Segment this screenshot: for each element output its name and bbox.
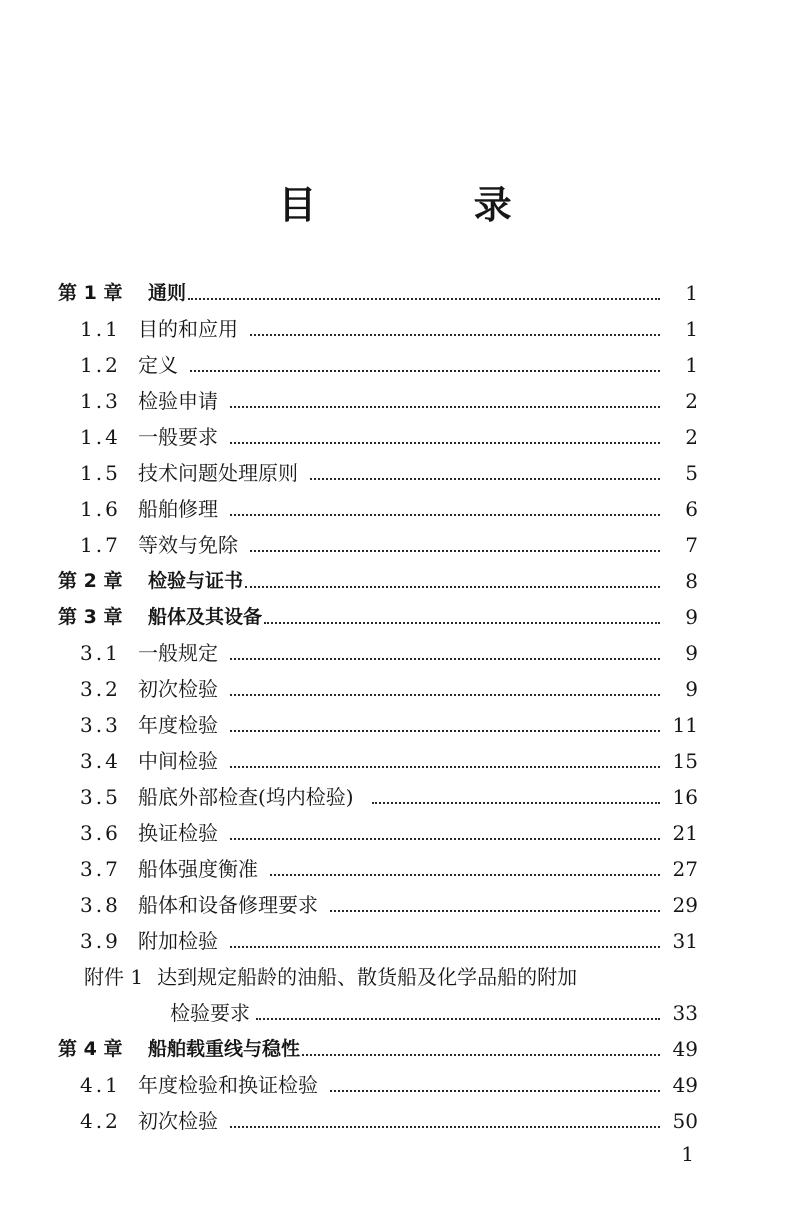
toc-section-title: 船底外部检查(坞内检验): [138, 785, 354, 809]
toc-section-number: 1.7: [80, 533, 121, 557]
toc-section-entry[interactable]: [0, 708, 790, 742]
toc-section-number: 1.4: [80, 425, 121, 449]
toc-chapter-entry[interactable]: [0, 1032, 790, 1066]
toc-leader-dots: [188, 298, 660, 300]
toc-section-title: 一般要求: [138, 425, 218, 449]
toc-section-title: 年度检验: [138, 713, 218, 737]
toc-leader-dots: [230, 766, 660, 768]
toc-page-number: 6: [685, 497, 698, 521]
toc-leader-dots: [270, 874, 660, 876]
toc-page-number: 5: [685, 461, 698, 485]
toc-section-entry[interactable]: [0, 852, 790, 886]
toc-section-entry[interactable]: [0, 780, 790, 814]
toc-section-number: 3.7: [80, 857, 121, 881]
toc-page-number: 7: [685, 533, 698, 557]
toc-section-entry[interactable]: [0, 528, 790, 562]
toc-section-number: 1.2: [80, 353, 121, 377]
toc-leader-dots: [256, 1018, 660, 1020]
toc-leader-dots: [250, 550, 660, 552]
toc-leader-dots: [230, 442, 660, 444]
toc-section-number: 3.2: [80, 677, 121, 701]
toc-section-number: 3.6: [80, 821, 121, 845]
toc-page-number: 49: [672, 1037, 698, 1061]
toc-page-number: 1: [685, 317, 698, 341]
toc-section-title: 船体和设备修理要求: [138, 893, 318, 917]
toc-leader-dots: [230, 838, 660, 840]
toc-page-number: 50: [672, 1109, 698, 1133]
toc-leader-dots: [230, 694, 660, 696]
toc-section-title: 检验申请: [138, 389, 218, 413]
toc-leader-dots: [230, 658, 660, 660]
page-number: 1: [681, 1142, 694, 1166]
toc-section-title: 换证检验: [138, 821, 218, 845]
toc-section-title: 一般规定: [138, 641, 218, 665]
toc-page-number: 9: [685, 641, 698, 665]
toc-leader-dots: [230, 406, 660, 408]
toc-page-number: 29: [672, 893, 698, 917]
toc-section-number: 3.9: [80, 929, 121, 953]
toc-section-number: 3.4: [80, 749, 121, 773]
toc-section-title: 目的和应用: [138, 317, 238, 341]
toc-chapter-entry[interactable]: [0, 276, 790, 310]
toc-page-number: 2: [685, 425, 698, 449]
toc-section-title: 等效与免除: [138, 533, 238, 557]
toc-section-title: 附加检验: [138, 929, 218, 953]
toc-section-entry[interactable]: [0, 420, 790, 454]
toc-section-title: 初次检验: [138, 1109, 218, 1133]
toc-leader-dots: [230, 730, 660, 732]
toc-section-title: 船体强度衡准: [138, 857, 258, 881]
toc-leader-dots: [250, 334, 660, 336]
toc-section-number: 3.5: [80, 785, 121, 809]
toc-section-entry[interactable]: [0, 456, 790, 490]
toc-annex-title-continued: 检验要求: [170, 1001, 250, 1025]
toc-section-title: 年度检验和换证检验: [138, 1073, 318, 1097]
page-title: 目 录: [278, 183, 584, 227]
toc-leader-dots: [310, 478, 660, 480]
toc-section-number: 3.1: [80, 641, 121, 665]
toc-page-number: 49: [672, 1073, 698, 1097]
toc-section-entry[interactable]: [0, 384, 790, 418]
toc-section-number: 1.5: [80, 461, 121, 485]
toc-chapter-title: 通则: [148, 282, 187, 304]
toc-page-number: 1: [685, 281, 698, 305]
toc-section-entry[interactable]: [0, 744, 790, 778]
toc-section-entry[interactable]: [0, 672, 790, 706]
toc-chapter-number: 第 2 章: [58, 570, 123, 592]
toc-section-number: 3.3: [80, 713, 121, 737]
toc-section-title: 船舶修理: [138, 497, 218, 521]
toc-page-number: 1: [685, 353, 698, 377]
toc-page-number: 9: [685, 677, 698, 701]
toc-section-entry[interactable]: [0, 492, 790, 526]
toc-leader-dots: [330, 1090, 660, 1092]
toc-section-title: 初次检验: [138, 677, 218, 701]
toc-chapter-title: 船舶载重线与稳性: [148, 1038, 301, 1060]
toc-page-number: 15: [672, 749, 698, 773]
toc-section-number: 4.2: [80, 1109, 121, 1133]
toc-chapter-number: 第 1 章: [58, 282, 123, 304]
toc-section-entry[interactable]: [0, 636, 790, 670]
toc-section-number: 1.6: [80, 497, 121, 521]
toc-page-number: 11: [672, 713, 698, 737]
toc-section-entry[interactable]: [0, 888, 790, 922]
toc-section-entry[interactable]: [0, 816, 790, 850]
toc-page-number: 2: [685, 389, 698, 413]
toc-section-entry[interactable]: [0, 1104, 790, 1138]
toc-annex-title: 达到规定船龄的油船、散货船及化学品船的附加: [157, 965, 578, 989]
toc-section-number: 1.1: [80, 317, 121, 341]
toc-page-number: 31: [672, 929, 698, 953]
toc-chapter-title: 船体及其设备: [148, 606, 263, 628]
toc-leader-dots: [330, 910, 660, 912]
toc-section-entry[interactable]: [0, 312, 790, 346]
toc-leader-dots: [230, 946, 660, 948]
toc-leader-dots: [264, 622, 660, 624]
toc-leader-dots: [245, 586, 660, 588]
toc-section-title: 中间检验: [138, 749, 218, 773]
toc-section-entry[interactable]: [0, 924, 790, 958]
toc-chapter-entry[interactable]: [0, 600, 790, 634]
toc-section-number: 3.8: [80, 893, 121, 917]
toc-leader-dots: [230, 514, 660, 516]
toc-entry[interactable]: [0, 996, 790, 1030]
toc-section-number: 4.1: [80, 1073, 121, 1097]
toc-page-number: 16: [672, 785, 698, 809]
toc-page-number: 8: [685, 569, 698, 593]
toc-section-title: 定义: [138, 353, 178, 377]
toc-section-number: 1.3: [80, 389, 121, 413]
toc-page-number: 21: [672, 821, 698, 845]
toc-chapter-title: 检验与证书: [148, 570, 244, 592]
toc-annex-heading: [84, 960, 577, 994]
toc-leader-dots: [190, 370, 660, 372]
toc-page-number: 33: [672, 1001, 698, 1025]
toc-section-title: 技术问题处理原则: [138, 461, 298, 485]
toc-leader-dots: [230, 1126, 660, 1128]
toc-chapter-number: 第 4 章: [58, 1038, 123, 1060]
toc-section-entry[interactable]: [0, 1068, 790, 1102]
toc-chapter-entry[interactable]: [0, 564, 790, 598]
toc-leader-dots: [302, 1054, 660, 1056]
toc-leader-dots: [372, 802, 660, 804]
toc-chapter-number: 第 3 章: [58, 606, 123, 628]
toc-page-number: 9: [685, 605, 698, 629]
toc-annex-number: 附件 1: [84, 965, 144, 989]
toc-page-number: 27: [672, 857, 698, 881]
toc-section-entry[interactable]: [0, 348, 790, 382]
